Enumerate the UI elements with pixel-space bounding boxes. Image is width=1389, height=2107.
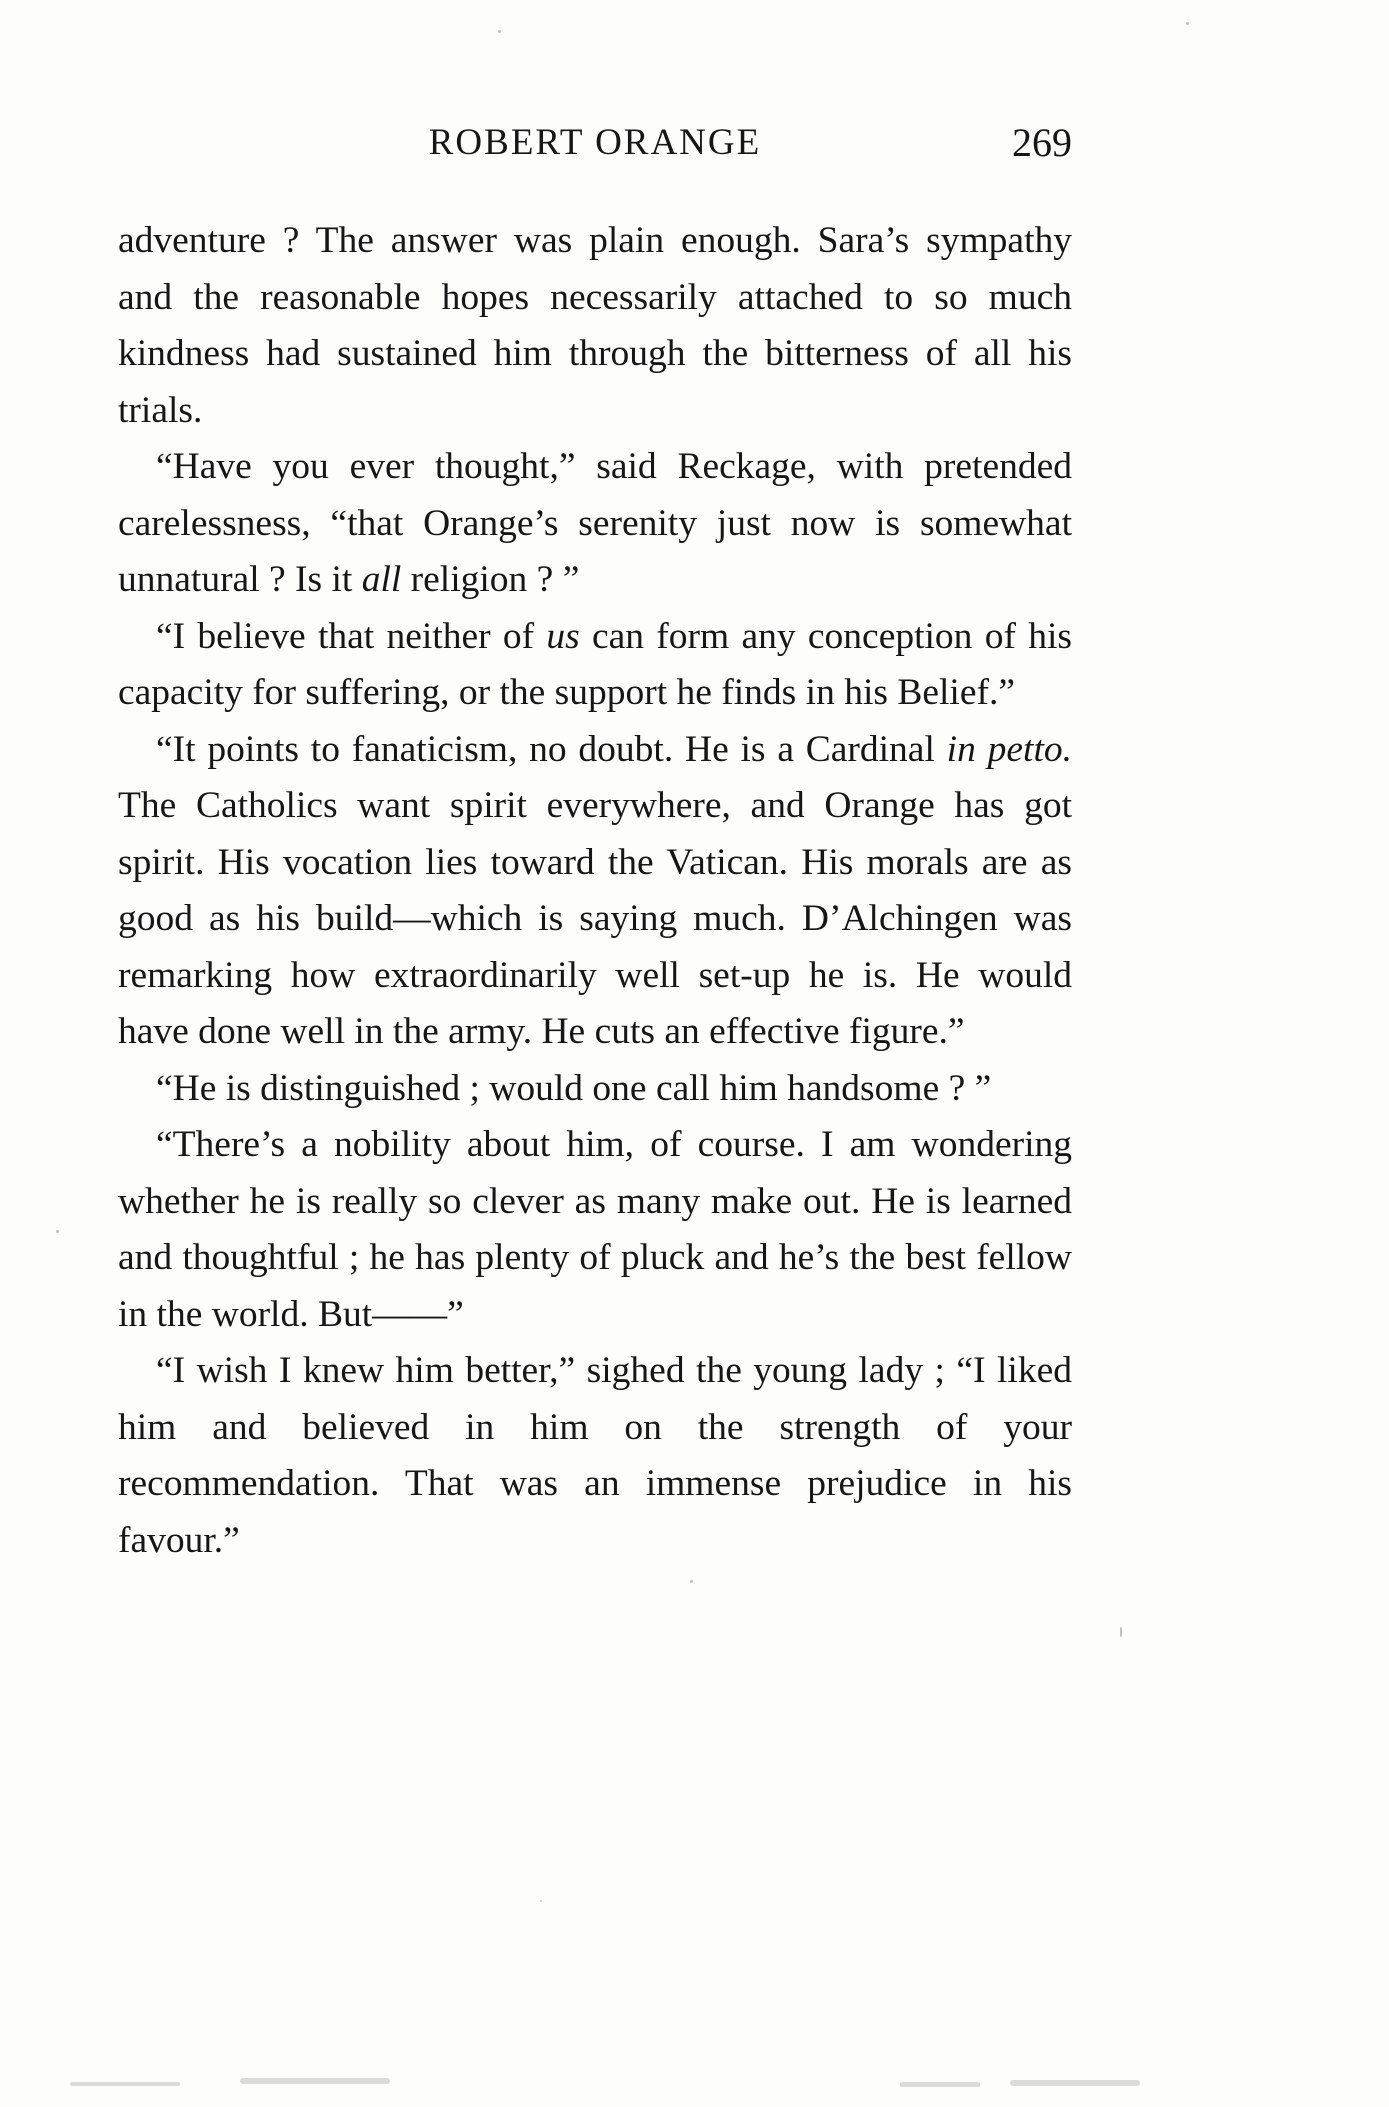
scan-speck xyxy=(900,2082,980,2087)
paragraph xyxy=(118,722,1072,1061)
paragraph-text: religion ? ” xyxy=(401,559,580,600)
body-text xyxy=(118,213,1072,1569)
paragraph xyxy=(118,1343,1072,1569)
scan-speck xyxy=(70,2082,180,2086)
paragraph-text: “He is distinguished ; would one call him handsome ? ” xyxy=(156,1067,992,1109)
running-title: ROBERT ORANGE xyxy=(428,122,762,163)
paragraph-text: The Catholics want spirit everywhere, and Orange has got spirit. His vocation lies toward the Vatican. His morals are as good as his build—which is saying much. D’Alchingen was remarking how extraordinarily well set-up he is. He would have done well in the army. He cuts an effective figure.” xyxy=(118,785,1072,1052)
running-head xyxy=(118,118,1072,168)
paragraph-text: “Have you ever thought,” said Reckage, with pretended carelessness, “that Orange’s serenity just now is somewhat unnatural ? Is it xyxy=(118,446,1072,600)
paragraph xyxy=(118,609,1072,722)
paragraph xyxy=(118,1061,1072,1118)
paragraph-text: adventure ? The answer was plain enough. Sara’s sympathy and the reasonable hopes necessarily attached to so much kindness had sustained him through the bitterness of all his trials. xyxy=(118,220,1072,431)
scan-speck xyxy=(498,30,501,33)
paragraph-text: “It points to fanaticism, no doubt. He is a Cardinal xyxy=(156,728,947,770)
paragraph xyxy=(118,213,1072,439)
page-number: 269 xyxy=(1012,120,1072,165)
italic-text: in petto. xyxy=(946,728,1072,770)
italic-text: us xyxy=(546,615,580,657)
paragraph-text: “I wish I knew him better,” sighed the young lady ; “I liked him and believed in him on the strength of your recommendation. That was an immense prejudice in his favour.” xyxy=(118,1350,1072,1561)
paragraph-text: “I believe that neither of xyxy=(156,615,547,657)
scan-speck xyxy=(1120,1627,1122,1637)
paragraph-text: “There’s a nobility about him, of course. I am wondering whether he is really so clever as many make out. He is learned and thoughtful ; he has plenty of pluck and he’s the best fellow in the world. But——” xyxy=(118,1124,1072,1335)
scan-speck xyxy=(1186,22,1189,25)
paragraph-text: can form any conception of his capacity for suffering, or the support he finds in his Belief.” xyxy=(118,615,1072,713)
scan-speck xyxy=(690,1580,693,1583)
scan-speck xyxy=(1010,2080,1140,2086)
scan-speck xyxy=(240,2078,390,2084)
italic-text: all xyxy=(361,559,402,600)
paragraph xyxy=(118,1117,1072,1343)
paragraph xyxy=(118,439,1072,609)
scan-speck xyxy=(540,1900,542,1902)
scan-speck xyxy=(56,1230,59,1233)
